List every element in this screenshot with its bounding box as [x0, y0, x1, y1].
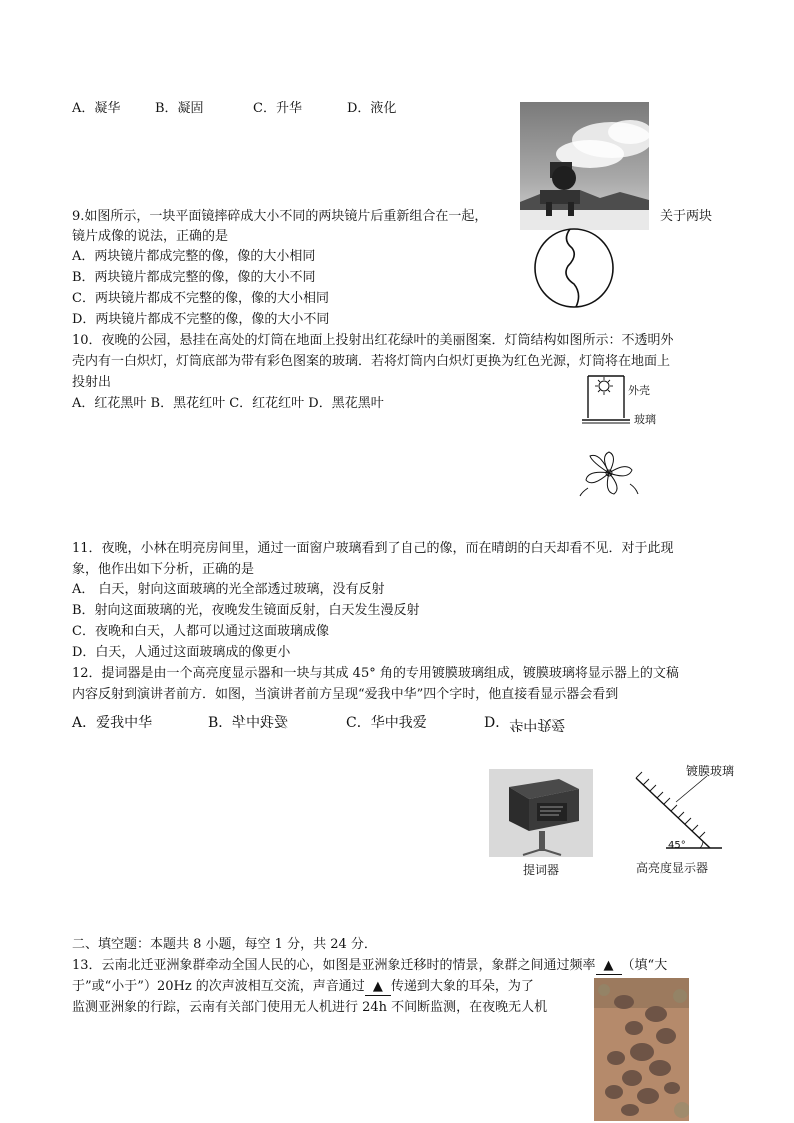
q11-option-b: B．射向这面玻璃的光，夜晚发生镜面反射，白天发生漫反射: [72, 603, 420, 618]
lantern-shell-label: 外壳: [628, 384, 650, 397]
q9-option-b: B．两块镜片都成完整的像，像的大小不同: [72, 270, 316, 285]
q12-option-a-text: 爱我中华: [96, 715, 153, 731]
elephant-herd-photo: [594, 978, 689, 1121]
q12-option-a: A．爱我中华: [72, 715, 153, 731]
q12-option-b-text: 爱我中华: [232, 715, 289, 731]
angle-label: 45°: [668, 840, 686, 851]
q13-blank-1[interactable]: ▲: [596, 958, 622, 975]
q9-option-d: D．两块镜片都成不完整的像，像的大小不同: [72, 312, 330, 327]
q10-stem-line-2: 壳内有一白炽灯，灯筒底部为带有彩色图案的玻璃．若将灯筒内白炽灯更换为红色光源，灯筒将在地面上: [72, 354, 671, 369]
q9-stem-c: 镜片成像的说法，正确的是: [72, 229, 229, 244]
teleprompter-photo: [489, 769, 593, 857]
q13-blank-2[interactable]: ▲: [365, 979, 391, 996]
q10-stem-line-3: 投射出: [72, 375, 112, 390]
q11-stem-line-1: 11．夜晚，小林在明亮房间里，通过一面窗户玻璃看到了自己的像，而在晴朗的白天却看不见．对于此现: [72, 541, 674, 556]
q10-stem-line-1: 10．夜晚的公园，悬挂在高处的灯筒在地面上投射出红花绿叶的美丽图案．灯筒结构如图所示：不透明外: [72, 333, 674, 348]
q11-stem-line-2: 象，他作出如下分析，正确的是: [72, 562, 255, 577]
q12-option-b: B．爱我中华: [208, 713, 288, 734]
q8-option-b: B．凝固: [155, 101, 204, 116]
q10-options: A．红花黑叶 B．黑花红叶 C．红花红叶 D．黑花黑叶: [72, 396, 384, 411]
q12-stem-line-1: 12．提词器是由一个高亮度显示器和一块与其成 45° 角的专用镀膜玻璃组成，镀膜玻璃将显示器上的文稿: [72, 666, 679, 681]
section-2-heading: 二、填空题：本题共 8 小题，每空 1 分，共 24 分．: [72, 937, 377, 952]
coated-glass-label: 镀膜玻璃: [686, 764, 735, 778]
snow-machine-photo: [520, 102, 649, 230]
q12-stem-line-2: 内容反射到演讲者前方．如图，当演讲者前方呈现“爱我中华”四个字时，他直接看显示器会看到: [72, 687, 619, 702]
q8-option-d: D．液化: [347, 101, 397, 116]
display-label: 高亮度显示器: [636, 861, 709, 875]
lantern-glass-label: 玻璃: [634, 413, 656, 426]
q11-option-a: A． 白天，射向这面玻璃的光全部透过玻璃，没有反射: [72, 582, 385, 597]
q9-option-c: C．两块镜片都成不完整的像，像的大小相同: [72, 291, 329, 306]
q12-option-d-text: 华中我爱: [509, 716, 566, 732]
q9-stem-a: 9.如图所示，一块平面镜摔碎成大小不同的两块镜片后重新组合在一起，: [72, 209, 488, 224]
broken-mirror-diagram: [532, 226, 616, 310]
q8-option-c: C．升华: [253, 101, 302, 116]
q13-line-2: 于”或“小于”）20Hz 的次声波相互交流，声音通过 ▲ 传递到大象的耳朵，为了: [72, 979, 534, 994]
q13-line-1: 13．云南北迁亚洲象群牵动全国人民的心，如图是亚洲象迁移时的情景，象群之间通过频率 ▲ （填“大: [72, 958, 668, 973]
q13-line-3: 监测亚洲象的行踪，云南有关部门使用无人机进行 24h 不间断监测，在夜晚无人机: [72, 1000, 548, 1015]
q11-option-c: C．夜晚和白天，人都可以通过这面玻璃成像: [72, 624, 329, 639]
q8-option-a: A．凝华: [72, 101, 121, 116]
teleprompter-label: 提词器: [523, 863, 560, 877]
q12-option-c-text: 华中我爱: [370, 715, 427, 731]
q11-option-d: D．白天，人通过这面玻璃成的像更小: [72, 645, 291, 660]
q9-option-a: A．两块镜片都成完整的像，像的大小相同: [72, 249, 316, 264]
q12-option-d: D．华中我爱: [484, 715, 566, 732]
flower-pattern-icon: [578, 448, 640, 498]
q9-stem-b: 关于两块: [660, 209, 713, 224]
q12-option-c: C．华中我爱: [346, 715, 427, 731]
